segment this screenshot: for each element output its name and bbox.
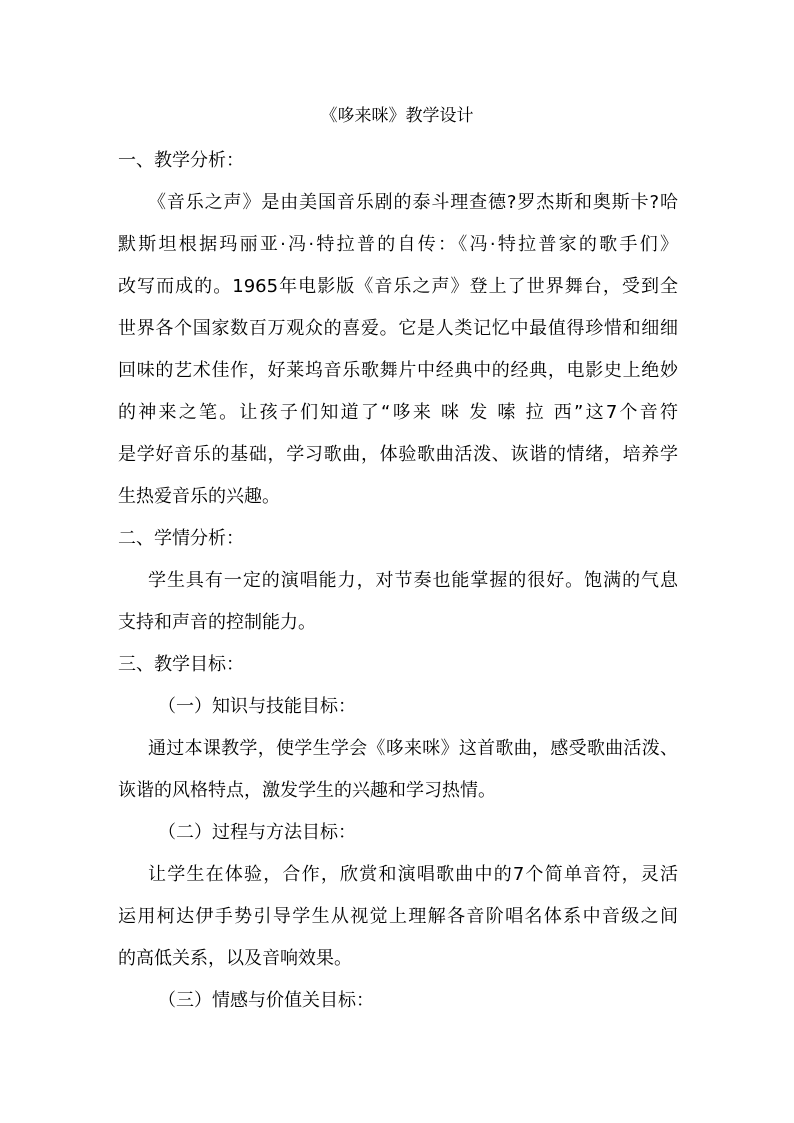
paragraph-line: 通过本课教学，使学生学会《哆来咪》这首歌曲，感受歌曲活泼、 xyxy=(148,738,678,759)
section-heading-teaching-goals: 三、教学目标： xyxy=(118,654,244,675)
paragraph-line: 诙谐的风格特点，激发学生的兴趣和学习热情。 xyxy=(118,780,496,801)
paragraph-line: 的高低关系，以及音响效果。 xyxy=(118,948,352,969)
paragraph-line: 改写而成的。1965年电影版《音乐之声》登上了世界舞台，受到全 xyxy=(118,276,678,297)
document-title: 《哆来咪》教学设计 xyxy=(320,106,474,126)
paragraph-line: 世界各个国家数百万观众的喜爱。它是人类记忆中最值得珍惜和细细 xyxy=(118,318,678,339)
paragraph-line: 学生具有一定的演唱能力，对节奏也能掌握的很好。饱满的气息 xyxy=(148,570,678,591)
subsection-heading-emotion-values: （三）情感与价值关目标： xyxy=(158,990,374,1011)
paragraph-line: 生热爱音乐的兴趣。 xyxy=(118,486,280,507)
subsection-heading-process-method: （二）过程与方法目标： xyxy=(158,822,356,843)
paragraph-line: 运用柯达伊手势引导学生从视觉上理解各音阶唱名体系中音级之间 xyxy=(118,906,678,927)
subsection-heading-knowledge-skills: （一）知识与技能目标： xyxy=(158,696,356,717)
paragraph-line: 回味的艺术佳作，好莱坞音乐歌舞片中经典中的经典，电影史上绝妙 xyxy=(118,360,678,381)
section-heading-student-analysis: 二、学情分析： xyxy=(118,528,244,549)
paragraph-line: 默斯坦根据玛丽亚·冯·特拉普的自传：《冯·特拉普家的歌手们》 xyxy=(118,234,678,255)
paragraph-line: 让学生在体验，合作，欣赏和演唱歌曲中的7个简单音符，灵活 xyxy=(148,864,678,885)
paragraph-line: 是学好音乐的基础，学习歌曲，体验歌曲活泼、诙谐的情绪，培养学 xyxy=(118,444,678,465)
paragraph-line: 《音乐之声》是由美国音乐剧的泰斗理查德?罗杰斯和奥斯卡?哈 xyxy=(148,192,678,213)
section-heading-teaching-analysis: 一、教学分析： xyxy=(118,150,244,171)
paragraph-line: 支持和声音的控制能力。 xyxy=(118,612,316,633)
paragraph-line: 的神来之笔。让孩子们知道了“哆来 咪 发 嗦 拉 西”这7个音符 xyxy=(118,402,678,423)
